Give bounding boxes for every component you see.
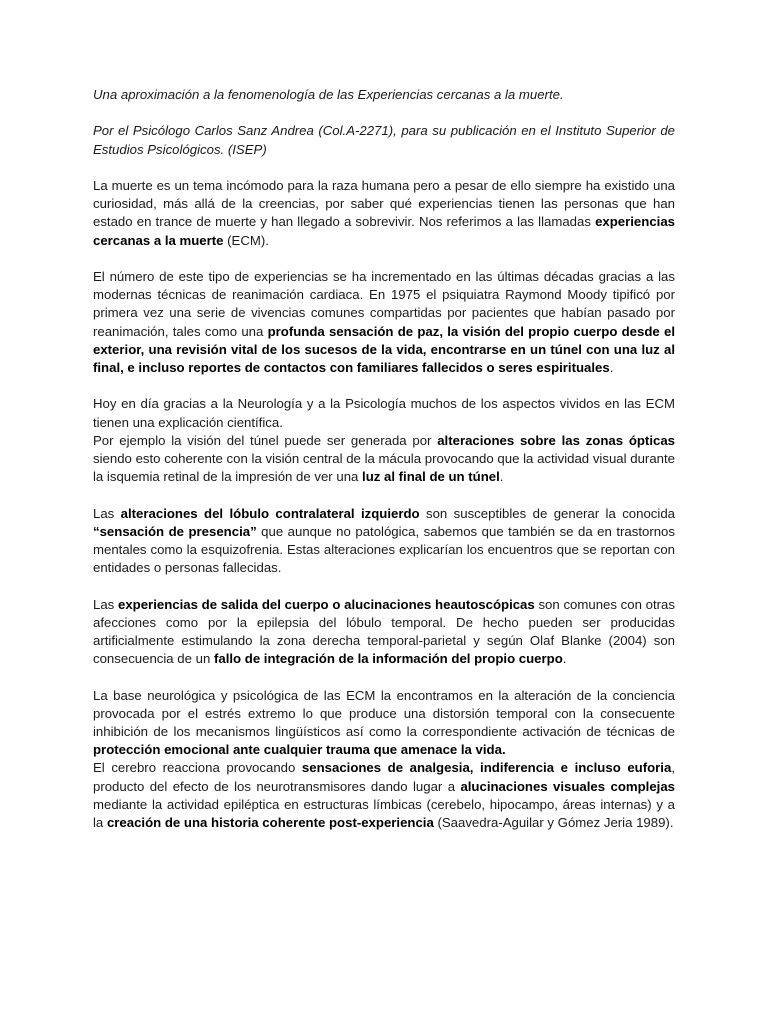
text-run: siendo esto coherente con la visión central de la mácula provocando que la actividad visual durante la isquemia retinal de la impresión de ver una <box>93 451 675 485</box>
text-run: . <box>499 469 504 485</box>
paragraph-neurology: Hoy en día gracias a la Neurología y a la Psicología muchos de los aspectos vividos en las ECM tienen una explicación científica. <box>93 396 675 430</box>
paragraph-intro <box>93 177 675 250</box>
text-run: , producto del efecto de los neurotransmisores dando lugar a <box>93 760 675 794</box>
text-run: son comunes con otras afecciones como por la epilepsia del lóbulo temporal. De hecho pueden ser producidas artificialmente estimulando la zona derecha temporal-parietal y según Olaf Blanke (2004) son consecuencia de un <box>93 596 675 667</box>
bold-run: alteraciones sobre las zonas ópticas <box>437 432 675 448</box>
text-run: Las <box>93 505 121 521</box>
text-run: que aunque no patológica, sabemos que también se da en trastornos mentales como la esquizofrenia. Estas alteraciones explicarían los encuentros que se reportan con entidades o personas fallecidas. <box>93 523 675 576</box>
text-run: (ECM). <box>223 232 269 248</box>
paragraph-brain-reaction <box>93 759 675 832</box>
paragraph-presence <box>93 505 675 578</box>
text-run: son susceptibles de generar la conocida <box>419 505 675 521</box>
document-page <box>93 86 675 850</box>
paragraph-out-of-body <box>93 596 675 669</box>
text-run: (Saavedra-Aguilar y Gómez Jeria 1989). <box>433 815 674 831</box>
text-run: Por ejemplo la visión del túnel puede ser generada por <box>93 432 438 448</box>
document-byline: Por el Psicólogo Carlos Sanz Andrea (Col.A-2271), para su publicación en el Instituto Superior de Estudios Psicológicos. (ISEP) <box>93 123 675 157</box>
bold-run: profunda sensación de paz, la visión del propio cuerpo desde el exterior, una revisión vital de los sucesos de la vida, encontrarse en un túnel con una luz al final, e incluso reportes de contactos con familiares fallecidos o seres espirituales <box>93 323 675 375</box>
paragraph-tunnel <box>93 432 675 487</box>
bold-run: alucinaciones visuales complejas <box>460 778 675 794</box>
paragraph-moody <box>93 268 675 377</box>
text-run: . <box>562 651 567 667</box>
bold-run: experiencias de salida del cuerpo o alucinaciones heautoscópicas <box>118 596 535 612</box>
text-run: . <box>609 360 614 375</box>
bold-run: alteraciones del lóbulo contralateral izquierdo <box>120 505 420 521</box>
bold-run: experiencias cercanas a la muerte <box>93 214 675 248</box>
bold-run: “sensación de presencia” <box>93 523 257 539</box>
bold-run: creación de una historia coherente post-experiencia <box>106 815 434 831</box>
bold-run: fallo de integración de la información del propio cuerpo <box>213 651 563 667</box>
bold-run: sensaciones de analgesia, indiferencia e incluso euforia <box>301 760 672 776</box>
text-run: La base neurológica y psicológica de las ECM la encontramos en la alteración de la conciencia provocada por el estrés extremo lo que produce una distorsión temporal con la consecuente inhibición de los mecanismos lingüísticos así como la correspondiente activación de técnicas de <box>93 687 675 739</box>
text-run: El cerebro reacciona provocando <box>93 760 302 776</box>
paragraph-neurological-basis <box>93 687 675 760</box>
bold-run: protección emocional ante cualquier trauma que amenace la vida. <box>93 742 506 758</box>
bold-run: luz al final de un túnel <box>362 469 500 485</box>
text-run: Las <box>93 596 118 612</box>
document-title: Una aproximación a la fenomenología de las Experiencias cercanas a la muerte. <box>93 87 564 102</box>
text-run: mediante la actividad epiléptica en estructuras límbicas (cerebelo, hipocampo, áreas internas) y a la <box>93 796 675 831</box>
text-run: La muerte es un tema incómodo para la raza humana pero a pesar de ello siempre ha existido una curiosidad, más allá de la creencias, por saber qué experiencias tienen las personas que han estado en trance de muerte y han llegado a sobrevivir. Nos referimos a las llamadas <box>93 177 675 230</box>
text-run: El número de este tipo de experiencias se ha incrementado en las últimas décadas gracias a las modernas técnicas de reanimación cardiaca. En 1975 el psiquiatra Raymond Moody tipificó por primera vez una serie de vivencias comunes compartidas por pacientes que habían pasado por reanimación, tales como una <box>93 268 675 339</box>
